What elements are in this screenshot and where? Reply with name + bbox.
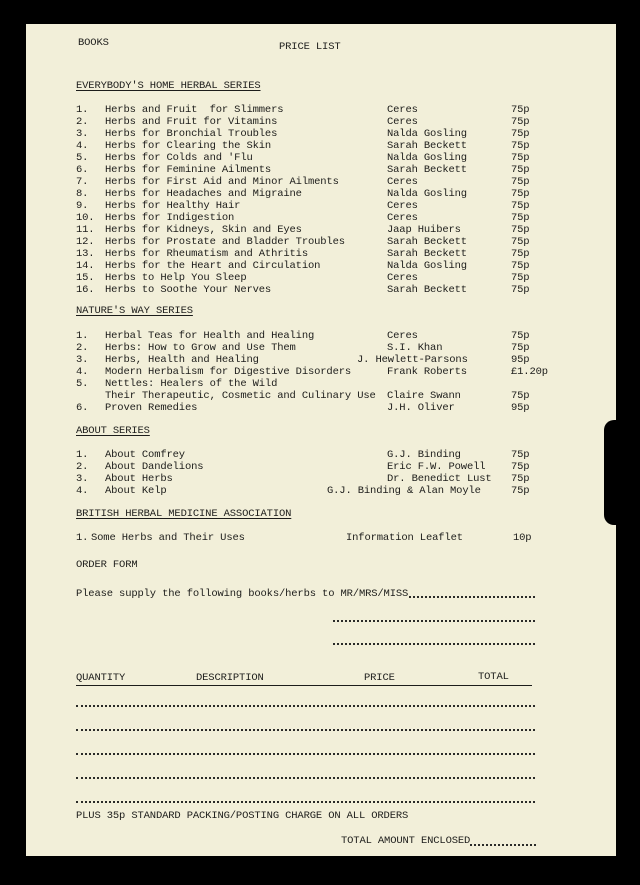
item-title: Herbal Teas for Health and Healing	[105, 330, 315, 342]
address-field-2[interactable]	[333, 643, 535, 645]
section-heading: BRITISH HERBAL MEDICINE ASSOCIATION	[76, 508, 292, 520]
item-author: Ceres	[387, 104, 418, 116]
item-number: 6.	[76, 402, 89, 414]
item-number: 2.	[76, 116, 89, 128]
item-price: 75p	[511, 140, 530, 152]
order-line-1[interactable]	[76, 705, 535, 707]
item-title: Herbs for Feminine Ailments	[105, 164, 272, 176]
name-field[interactable]	[409, 596, 535, 598]
item-price: 75p	[511, 260, 530, 272]
item-author: G.J. Binding	[387, 449, 461, 461]
item-title: About Kelp	[105, 485, 167, 497]
item-title: Herbs for Bronchial Troubles	[105, 128, 278, 140]
item-number: 6.	[76, 164, 89, 176]
item-title: Herbs and Fruit for Vitamins	[105, 116, 278, 128]
item-title: Herbs for Prostate and Bladder Troubles	[105, 236, 345, 248]
order-line-2[interactable]	[76, 729, 535, 731]
item-title: Herbs to Help You Sleep	[105, 272, 247, 284]
description-header: DESCRIPTION	[196, 672, 264, 684]
item-title: Herbs: How to Grow and Use Them	[105, 342, 296, 354]
item-price: 75p	[511, 224, 530, 236]
price-header: PRICE	[364, 672, 395, 684]
total-amount-label: TOTAL AMOUNT ENCLOSED	[341, 835, 471, 847]
item-price: 75p	[511, 248, 530, 260]
item-number: 3.	[76, 354, 89, 366]
item-author: Ceres	[387, 200, 418, 212]
item-title: Herbs for Rheumatism and Athritis	[105, 248, 308, 260]
order-line-5[interactable]	[76, 801, 535, 803]
item-title: Modern Herbalism for Digestive Disorders	[105, 366, 352, 378]
item-price: 10p	[513, 532, 532, 544]
item-number: 4.	[76, 140, 89, 152]
item-price: 75p	[511, 212, 530, 224]
item-price: 75p	[511, 342, 530, 354]
order-line-4[interactable]	[76, 777, 535, 779]
item-author: Nalda Gosling	[387, 128, 467, 140]
item-author: Nalda Gosling	[387, 152, 467, 164]
item-number: 8.	[76, 188, 89, 200]
item-price: 75p	[511, 176, 530, 188]
item-title: Herbs and Fruit for Slimmers	[105, 104, 284, 116]
item-title: Herbs for Clearing the Skin	[105, 140, 272, 152]
item-number: 2.	[76, 342, 89, 354]
item-price: 75p	[511, 473, 530, 485]
total-amount-field[interactable]	[470, 844, 536, 846]
item-number: 3.	[76, 473, 89, 485]
item-number: 1.	[76, 449, 89, 461]
item-price: 75p	[511, 200, 530, 212]
item-number: 16.	[76, 284, 95, 296]
item-price: 75p	[511, 330, 530, 342]
item-title: Their Therapeutic, Cosmetic and Culinary Use	[105, 390, 376, 402]
item-price: 95p	[511, 402, 530, 414]
item-author: Eric F.W. Powell	[387, 461, 486, 473]
item-title: Herbs for Headaches and Migraine	[105, 188, 302, 200]
total-header: TOTAL	[478, 671, 509, 683]
item-number: 5.	[76, 378, 89, 390]
item-author: Sarah Beckett	[387, 140, 467, 152]
item-author: Ceres	[387, 272, 418, 284]
order-header-rule	[76, 685, 532, 686]
item-price: 75p	[511, 461, 530, 473]
item-title: Some Herbs and Their Uses	[91, 532, 245, 544]
item-author: Sarah Beckett	[387, 164, 467, 176]
item-author: Ceres	[387, 176, 418, 188]
item-author: Information Leaflet	[346, 532, 463, 544]
item-author: G.J. Binding & Alan Moyle	[327, 485, 481, 497]
item-number: 11.	[76, 224, 95, 236]
item-title: Herbs for Indigestion	[105, 212, 235, 224]
item-author: Ceres	[387, 116, 418, 128]
order-line-3[interactable]	[76, 753, 535, 755]
item-author: J. Hewlett-Parsons	[357, 354, 468, 366]
item-price: 75p	[511, 236, 530, 248]
item-author: Frank Roberts	[387, 366, 467, 378]
item-title: Herbs for Healthy Hair	[105, 200, 241, 212]
item-price: 95p	[511, 354, 530, 366]
item-number: 12.	[76, 236, 95, 248]
item-number: 10.	[76, 212, 95, 224]
item-number: 1.	[76, 104, 89, 116]
item-number: 15.	[76, 272, 95, 284]
item-price: 75p	[511, 188, 530, 200]
item-title: Herbs for the Heart and Circulation	[105, 260, 321, 272]
item-title: Herbs to Soothe Your Nerves	[105, 284, 272, 296]
item-price: £1.20p	[511, 366, 548, 378]
packing-note: PLUS 35p STANDARD PACKING/POSTING CHARGE ON ALL ORDERS	[76, 810, 409, 822]
item-title: Herbs for Kidneys, Skin and Eyes	[105, 224, 302, 236]
item-author: Nalda Gosling	[387, 260, 467, 272]
item-title: Herbs for First Aid and Minor Ailments	[105, 176, 339, 188]
item-title: About Comfrey	[105, 449, 185, 461]
order-form-title: ORDER FORM	[76, 559, 138, 571]
item-number: 1.	[76, 532, 89, 544]
item-author: Ceres	[387, 330, 418, 342]
item-number: 3.	[76, 128, 89, 140]
item-price: 75p	[511, 128, 530, 140]
item-number: 7.	[76, 176, 89, 188]
item-author: Dr. Benedict Lust	[387, 473, 492, 485]
item-number: 14.	[76, 260, 95, 272]
item-author: Nalda Gosling	[387, 188, 467, 200]
item-price: 75p	[511, 152, 530, 164]
section-heading: NATURE'S WAY SERIES	[76, 305, 193, 317]
item-author: J.H. Oliver	[387, 402, 455, 414]
item-author: Sarah Beckett	[387, 236, 467, 248]
item-number: 4.	[76, 366, 89, 378]
quantity-header: QUANTITY	[76, 672, 126, 684]
item-number: 13.	[76, 248, 95, 260]
item-title: Herbs for Colds and 'Flu	[105, 152, 253, 164]
section-heading: EVERYBODY'S HOME HERBAL SERIES	[76, 80, 261, 92]
page-title: PRICE LIST	[279, 41, 341, 53]
section-heading: ABOUT SERIES	[76, 425, 150, 437]
item-price: 75p	[511, 485, 530, 497]
item-price: 75p	[511, 272, 530, 284]
item-title: About Herbs	[105, 473, 173, 485]
item-price: 75p	[511, 284, 530, 296]
item-price: 75p	[511, 104, 530, 116]
item-price: 75p	[511, 449, 530, 461]
page-notch	[604, 420, 618, 525]
item-author: Jaap Huibers	[387, 224, 461, 236]
item-author: Sarah Beckett	[387, 284, 467, 296]
item-price: 75p	[511, 164, 530, 176]
item-number: 2.	[76, 461, 89, 473]
books-label: BOOKS	[78, 37, 109, 49]
item-title: Herbs, Health and Healing	[105, 354, 259, 366]
item-author: Ceres	[387, 212, 418, 224]
address-field-1[interactable]	[333, 620, 535, 622]
item-title: About Dandelions	[105, 461, 204, 473]
item-author: Sarah Beckett	[387, 248, 467, 260]
item-title: Nettles: Healers of the Wild	[105, 378, 278, 390]
item-price: 75p	[511, 116, 530, 128]
item-title: Proven Remedies	[105, 402, 198, 414]
item-author: Claire Swann	[387, 390, 461, 402]
item-price: 75p	[511, 390, 530, 402]
item-number: 9.	[76, 200, 89, 212]
item-author: S.I. Khan	[387, 342, 443, 354]
supply-text: Please supply the following books/herbs to MR/MRS/MISS	[76, 588, 409, 600]
item-number: 1.	[76, 330, 89, 342]
item-number: 5.	[76, 152, 89, 164]
item-number: 4.	[76, 485, 89, 497]
